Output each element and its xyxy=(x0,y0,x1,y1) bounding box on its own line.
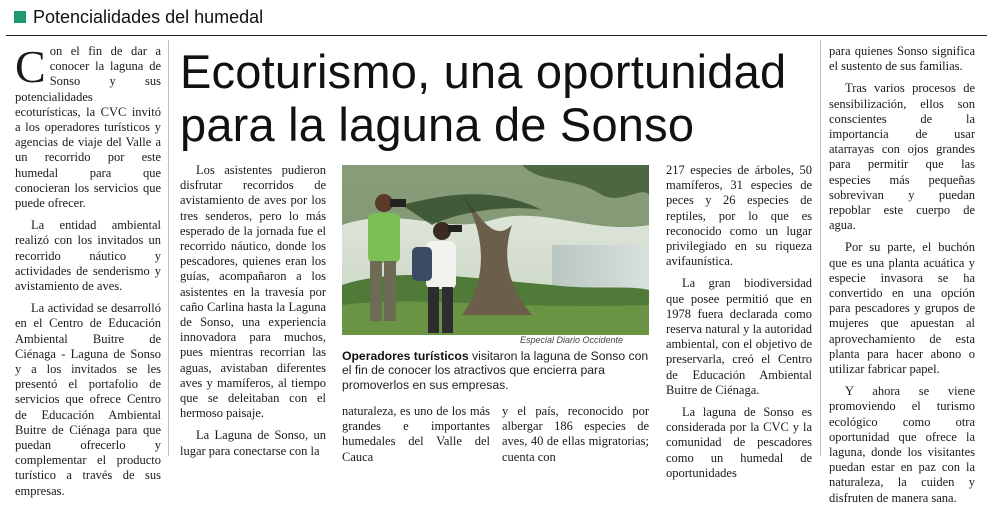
paragraph: La laguna de Sonso es considerada por la CVC y la comunidad de pescadores como un humedal de oportunidades xyxy=(666,405,812,480)
photo-credit: Especial Diario Occidente xyxy=(520,335,624,345)
article-photo xyxy=(342,165,649,335)
paragraph: naturaleza, es uno de los más grandes e importantes humedales del Valle del Cauca xyxy=(342,404,490,464)
header-rule xyxy=(6,35,987,36)
photo-caption xyxy=(342,349,649,392)
paragraph: Tras varios procesos de sensibilización, ellos son conscientes de la importancia de usar atarrayas con ojos grandes para permitir que las especies más pequeñas sobrevivan y puedan repoblar este cuerpo de agua. xyxy=(829,81,975,233)
section-marker-icon xyxy=(14,11,26,23)
drop-cap: C xyxy=(15,41,46,92)
paragraph: 217 especies de árboles, 50 mamíferos, 31 especies de peces y 26 especies de reptiles, por lo que es reconocido como un lugar privilegiado en su riqueza avifaunística. xyxy=(666,163,812,269)
article-column-6 xyxy=(829,44,975,513)
section-header xyxy=(6,6,263,28)
section-title: Potencialidades del humedal xyxy=(33,6,264,27)
paragraph: Por su parte, el buchón que es una planta acuática y especie invasora se ha convertido en una opción para pescadores y grupos de mujeres que apuestan al aprovechamiento de esta planta para hacer abono o utilizar fabricar papel. xyxy=(829,240,975,377)
paragraph xyxy=(15,41,161,211)
paragraph: Y ahora se viene promoviendo el turismo ecológico como otra oportunidad que ofrece la laguna, donde los visitantes puedan estar en paz con la naturaleza, la cuiden y disfruten de manera sana. xyxy=(829,384,975,505)
paragraph-text: on el fin de dar a conocer la laguna de Sonso y sus potencialidades ecoturísticas, la CVC invitó a los operadores turísticos y agencias de viaje del Valle a un recorrido por este humedal para que conocieran los servicios que puede ofrecer. xyxy=(15,44,161,211)
caption-text: visitaron la laguna de Sonso con el fin de conocer los atractivos que encierra para promoverlos en sus empresas. xyxy=(342,349,649,392)
paragraph: La Laguna de Sonso, un lugar para conectarse con la xyxy=(180,428,326,458)
paragraph: y el país, reconocido por albergar 186 especies de aves, 40 de ellas migratorias; cuenta con xyxy=(502,404,649,464)
paragraph: La entidad ambiental realizó con los invitados un recorrido náutico y actividades de senderismo y avistamiento de aves. xyxy=(15,218,161,294)
article-column-1 xyxy=(15,41,161,506)
caption-lead: Operadores turísticos xyxy=(342,349,469,363)
paragraph: La actividad se desarrolló en el Centro de Educación Ambiental Buitre de Ciénaga - Laguna de Sonso y a los invitados se les presentó el portafolio de servicios que ofrece Centro de Educación Ambiental Buitre de Ciénaga para que puedan ofrecerlo y complementar el producto turístico a través de sus empresas. xyxy=(15,301,161,498)
paragraph: La gran biodiversidad que posee permitió que en 1978 fuera declarada como reserva natural y la autoridad ambiental, con el objetivo de preservarla, creó el Centro de Educación Ambiental Buitre de Ciénaga. xyxy=(666,276,812,397)
birdwatchers-photo xyxy=(342,165,649,335)
paragraph: para quienes Sonso significa el sustento de sus familias. xyxy=(829,44,975,74)
paragraph: Los asistentes pudieron disfrutar recorridos de avistamiento de aves por los tres senderos, pero lo más esperado de la jornada fue el recorrido náutico, donde los pescadores, quienes eran los guías, acompañaron a los asistentes en la travesía por caño Carlina hasta la Laguna de Sonso, una experiencia innovadora para muchos, pues mientras recorrian las aguas, avistaban diferentes aves y mamíferos, al tiempo que se deleitaban con el hermoso paisaje. xyxy=(180,163,326,421)
column-divider xyxy=(168,40,169,456)
article-headline: Ecoturismo, una oportunidad para la laguna de Sonso xyxy=(180,45,787,151)
article-column-2 xyxy=(180,163,326,466)
article-column-5 xyxy=(666,163,812,488)
